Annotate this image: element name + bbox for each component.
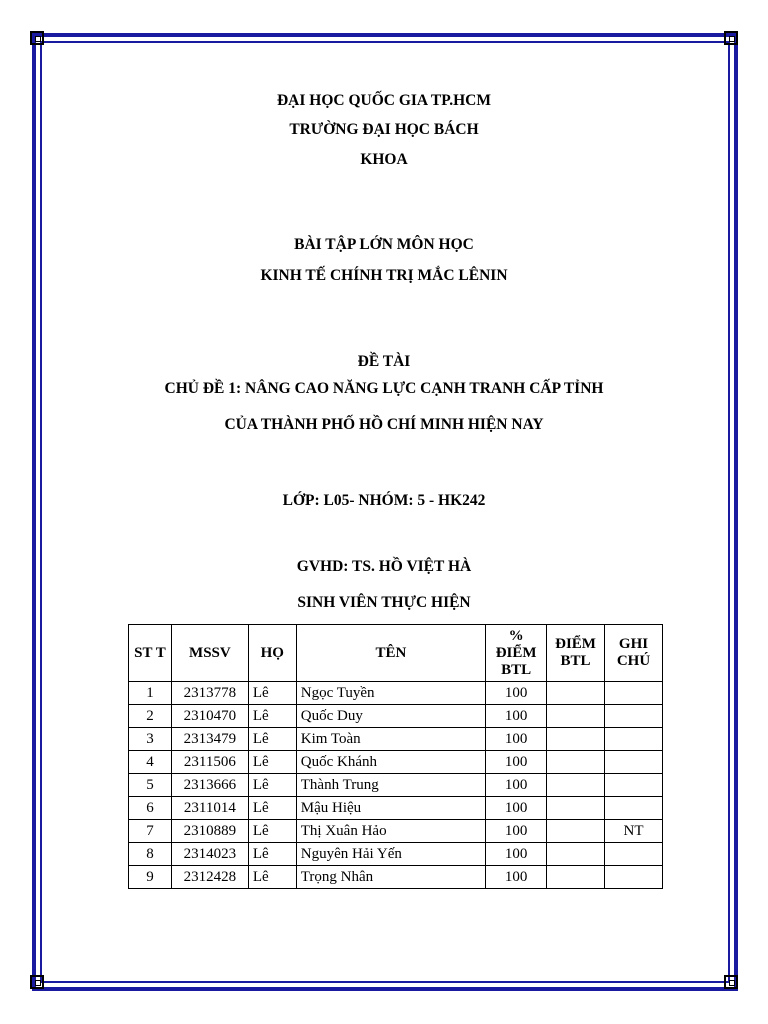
cell-ho: Lê [248, 682, 296, 705]
cell-note [605, 728, 663, 751]
cell-ho: Lê [248, 797, 296, 820]
cell-score [547, 820, 605, 843]
col-header-mssv: MSSV [171, 625, 248, 682]
cell-stt: 7 [129, 820, 172, 843]
cell-ten: Thành Trung [296, 774, 485, 797]
cell-percent: 100 [486, 728, 547, 751]
table-row [129, 728, 663, 751]
cell-ho: Lê [248, 843, 296, 866]
cell-stt: 3 [129, 728, 172, 751]
cell-ho: Lê [248, 866, 296, 889]
school-name: TRƯỜNG ĐẠI HỌC BÁCH [289, 121, 479, 138]
cell-mssv: 2313666 [171, 774, 248, 797]
faculty-name: KHOA [360, 151, 408, 168]
cell-stt: 6 [129, 797, 172, 820]
topic-label: ĐỀ TÀI [357, 353, 411, 370]
cell-stt: 5 [129, 774, 172, 797]
cell-percent: 100 [486, 866, 547, 889]
cell-ten: Ngọc Tuyền [296, 682, 485, 705]
col-header-note: GHI CHÚ [605, 625, 663, 682]
cell-mssv: 2310470 [171, 705, 248, 728]
cell-mssv: 2312428 [171, 866, 248, 889]
table-row [129, 820, 663, 843]
cell-score [547, 843, 605, 866]
col-header-ho: HỌ [248, 625, 296, 682]
cell-ho: Lê [248, 705, 296, 728]
col-header-percent: % ĐIỂM BTL [486, 625, 547, 682]
topic-line-2: CỦA THÀNH PHỐ HỒ CHÍ MINH HIỆN NAY [224, 416, 544, 433]
cell-note: NT [605, 820, 663, 843]
cell-note [605, 866, 663, 889]
cell-ho: Lê [248, 751, 296, 774]
cell-note [605, 751, 663, 774]
cell-ho: Lê [248, 728, 296, 751]
cell-mssv: 2313778 [171, 682, 248, 705]
cell-percent: 100 [486, 797, 547, 820]
cell-stt: 2 [129, 705, 172, 728]
cell-stt: 1 [129, 682, 172, 705]
table-header-row [129, 625, 663, 682]
cell-mssv: 2310889 [171, 820, 248, 843]
cell-score [547, 866, 605, 889]
cell-note [605, 774, 663, 797]
cell-ten: Quốc Khánh [296, 751, 485, 774]
cell-score [547, 705, 605, 728]
cell-score [547, 774, 605, 797]
cell-percent: 100 [486, 682, 547, 705]
cell-percent: 100 [486, 843, 547, 866]
cell-stt: 8 [129, 843, 172, 866]
col-header-score: ĐIỂM BTL [547, 625, 605, 682]
cell-mssv: 2313479 [171, 728, 248, 751]
table-row [129, 843, 663, 866]
corner-ornament [30, 975, 44, 989]
cell-ho: Lê [248, 820, 296, 843]
cell-mssv: 2311506 [171, 751, 248, 774]
col-header-stt: ST T [129, 625, 172, 682]
subject-title: KINH TẾ CHÍNH TRỊ MẮC LÊNIN [260, 267, 508, 284]
assignment-title: BÀI TẬP LỚN MÔN HỌC [294, 236, 474, 253]
cell-percent: 100 [486, 820, 547, 843]
students-title: SINH VIÊN THỰC HIỆN [297, 594, 471, 611]
col-header-ten: TÊN [296, 625, 485, 682]
cell-note [605, 705, 663, 728]
cell-percent: 100 [486, 705, 547, 728]
table-row [129, 705, 663, 728]
cell-score [547, 682, 605, 705]
class-info: LỚP: L05- NHÓM: 5 - HK242 [282, 492, 486, 509]
table-row [129, 774, 663, 797]
cell-stt: 9 [129, 866, 172, 889]
cell-ten: Trọng Nhân [296, 866, 485, 889]
table-row [129, 682, 663, 705]
cell-ten: Mậu Hiệu [296, 797, 485, 820]
cell-score [547, 728, 605, 751]
topic-line-1: CHỦ ĐỀ 1: NÂNG CAO NĂNG LỰC CẠNH TRANH CẤP TỈNH [164, 380, 604, 397]
corner-ornament [724, 975, 738, 989]
corner-ornament [724, 31, 738, 45]
corner-ornament [30, 31, 44, 45]
cell-ten: Nguyên Hải Yến [296, 843, 485, 866]
cell-score [547, 751, 605, 774]
students-table [128, 624, 663, 889]
cell-mssv: 2314023 [171, 843, 248, 866]
cell-note [605, 843, 663, 866]
table-row [129, 866, 663, 889]
cell-percent: 100 [486, 751, 547, 774]
cell-note [605, 797, 663, 820]
university-name: ĐẠI HỌC QUỐC GIA TP.HCM [276, 92, 491, 109]
advisor: GVHD: TS. HỒ VIỆT HÀ [296, 558, 472, 575]
cell-ten: Thị Xuân Hảo [296, 820, 485, 843]
cell-score [547, 797, 605, 820]
cell-ten: Quốc Duy [296, 705, 485, 728]
cell-ten: Kim Toàn [296, 728, 485, 751]
cell-note [605, 682, 663, 705]
cell-ho: Lê [248, 774, 296, 797]
cell-stt: 4 [129, 751, 172, 774]
table-row [129, 797, 663, 820]
table-row [129, 751, 663, 774]
cell-mssv: 2311014 [171, 797, 248, 820]
cell-percent: 100 [486, 774, 547, 797]
